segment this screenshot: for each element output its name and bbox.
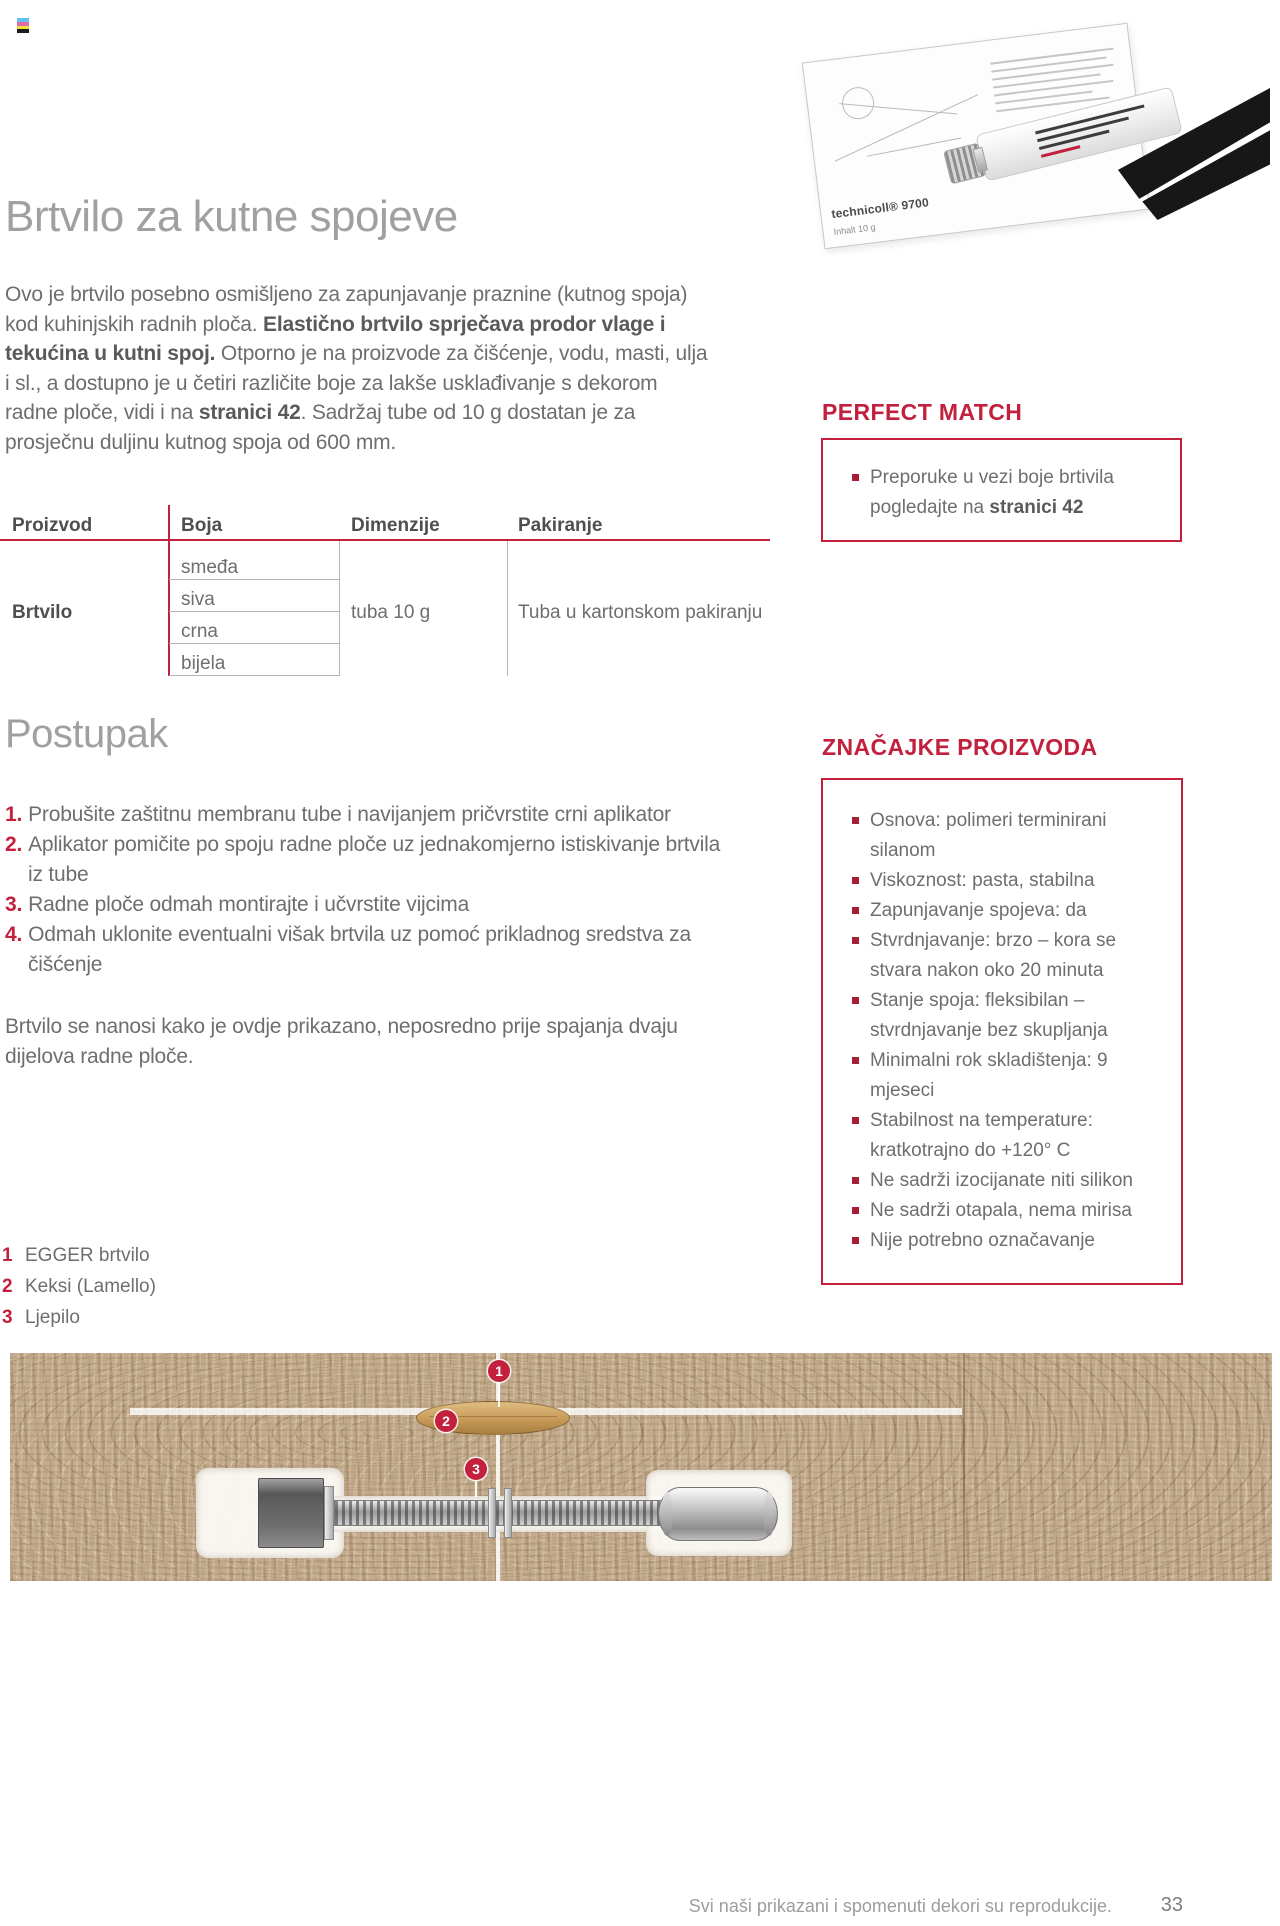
marker-3-leader: [475, 1479, 477, 1497]
feature-line: Stanje spoja: fleksibilan –: [870, 990, 1085, 1011]
step-text: Probušite zaštitnu membranu tube i navijanjem pričvrstite crni aplikator: [28, 803, 671, 826]
col-header-boja: Boja: [181, 515, 223, 536]
feature-line: Stvrdnjavanje: brzo – kora se: [870, 930, 1117, 951]
color-cell: siva: [181, 589, 215, 610]
step-text-cont: čišćenje: [28, 953, 103, 976]
perfect-match-line2-pre: pogledajte na: [870, 497, 990, 518]
step-text: Odmah uklonite eventualni višak brtvila uz pomoć prikladnog sredstva za: [28, 923, 691, 946]
legend-item: [2, 1271, 156, 1302]
legend-label: Keksi (Lamello): [25, 1276, 156, 1297]
step-4: [5, 920, 805, 980]
dimension-cell: tuba 10 g: [351, 602, 431, 623]
product-table: [0, 505, 770, 677]
connector-barrel-nut: [658, 1487, 778, 1541]
color-row-divider: [169, 611, 339, 612]
table-header-rule: [0, 539, 770, 541]
table-col-divider: [507, 541, 508, 676]
feature-item: [823, 1046, 1181, 1106]
bullet-square-icon: [852, 937, 859, 944]
color-cell: bijela: [181, 653, 226, 674]
feature-line-cont: mjeseci: [870, 1080, 935, 1101]
feature-item: [823, 896, 1181, 926]
marker-1: 1: [488, 1360, 510, 1382]
bullet-square-icon: [852, 1207, 859, 1214]
feature-line: Nije potrebno označavanje: [870, 1230, 1095, 1251]
table-col-divider: [339, 541, 340, 676]
legend-number: 2: [2, 1276, 13, 1297]
print-registration-icon: [17, 18, 29, 33]
feature-line-cont: stvara nakon oko 20 minuta: [870, 960, 1104, 981]
legend-item: [2, 1302, 156, 1333]
feature-line: Ne sadrži izocijanate niti silikon: [870, 1170, 1133, 1191]
bullet-square-icon: [852, 1117, 859, 1124]
box-fine-print: [991, 57, 1106, 73]
perfect-match-box: [821, 438, 1182, 542]
legend-number: 1: [2, 1245, 13, 1266]
bullet-square-icon: [852, 474, 859, 481]
box-fine-print: [994, 80, 1113, 97]
box-sketch-circle: [840, 85, 876, 121]
features-title: ZNAČAJKE PROIZVODA: [822, 734, 1098, 760]
bullet-square-icon: [852, 1057, 859, 1064]
feature-line: Minimalni rok skladištenja: 9: [870, 1050, 1108, 1071]
color-row-divider: [169, 643, 339, 644]
marker-2: 2: [435, 1410, 457, 1432]
step-3: [5, 890, 805, 920]
step-2: [5, 830, 805, 890]
box-title: technicoll® 9700: [830, 195, 930, 222]
perfect-match-text: [870, 463, 1170, 523]
page-number: 33: [1160, 1894, 1183, 1916]
perfect-match-title: PERFECT MATCH: [822, 399, 1023, 425]
color-cell: crna: [181, 621, 218, 642]
intro-text-bold: Elastično brtvilo sprječava prodor vlage i tekućina u kutni spoj.: [5, 312, 666, 365]
box-subtitle: Inhalt 10 g: [833, 221, 876, 238]
legend-label: EGGER brtvilo: [25, 1245, 150, 1266]
feature-line-cont: silanom: [870, 840, 936, 861]
procedure-title: Postupak: [5, 712, 168, 756]
bullet-square-icon: [852, 907, 859, 914]
feature-line-cont: stvrdnjavanje bez skupljanja: [870, 1020, 1108, 1041]
step-number: 3.: [5, 893, 23, 916]
page-title: Brtvilo za kutne spojeve: [5, 192, 458, 241]
color-row-divider: [169, 675, 339, 676]
feature-item: [823, 1196, 1181, 1226]
feature-line: Stabilnost na temperature:: [870, 1110, 1093, 1131]
feature-item: [823, 926, 1181, 986]
perfect-match-line2: [870, 493, 1170, 523]
feature-line: Viskoznost: pasta, stabilna: [870, 870, 1095, 891]
marker-3: 3: [465, 1458, 487, 1480]
product-photo: [800, 26, 1272, 256]
step-number: 4.: [5, 923, 23, 946]
board-edge-seam: [963, 1353, 965, 1581]
legend-label: Ljepilo: [25, 1307, 80, 1328]
legend-number: 3: [2, 1307, 13, 1328]
diagram-legend: [2, 1240, 156, 1333]
application-note: [5, 1012, 685, 1072]
perfect-match-page-ref: stranici 42: [989, 497, 1084, 518]
feature-item: [823, 806, 1181, 866]
intro-text: . Sadržaj tube od 10 g dostatan je za prosječnu duljinu kutnog spoja od 600 mm.: [5, 401, 636, 454]
joint-cross-section-diagram: [10, 1353, 1272, 1581]
color-cell: smeđa: [181, 557, 239, 578]
bullet-square-icon: [852, 817, 859, 824]
washer: [324, 1486, 334, 1540]
bullet-square-icon: [852, 1177, 859, 1184]
step-number: 2.: [5, 833, 23, 856]
col-header-pakiranje: Pakiranje: [518, 515, 603, 536]
feature-line-cont: kratkotrajno do +120° C: [870, 1140, 1071, 1161]
feature-item: [823, 986, 1181, 1046]
step-text-cont: iz tube: [28, 863, 89, 886]
legend-item: [2, 1240, 156, 1271]
bullet-square-icon: [852, 877, 859, 884]
feature-item: [823, 866, 1181, 896]
black-stripe: [17, 29, 29, 33]
feature-item: [823, 1106, 1181, 1166]
color-row-divider: [169, 579, 339, 580]
feature-line: Osnova: polimeri terminirani: [870, 810, 1107, 831]
feature-line: Zapunjavanje spojeva: da: [870, 900, 1087, 921]
note-line2: dijelova radne ploče.: [5, 1045, 194, 1068]
features-box: [821, 778, 1183, 1285]
intro-text: Otporno je na proizvode za čišćenje, vodu, masti, ulja i sl., a dostupno je u četiri različite boje za lakše usklađivanje s dekorom radne ploče, vidi i na: [5, 342, 708, 424]
connector-cam-block: [258, 1478, 324, 1548]
feature-item: [823, 1166, 1181, 1196]
feature-line: Ne sadrži otapala, nema mirisa: [870, 1200, 1132, 1221]
step-text: Aplikator pomičite po spoju radne ploče uz jednakomjerno istiskivanje brtvila: [28, 833, 721, 856]
table-red-vline: [168, 505, 170, 676]
box-fine-print: [992, 64, 1113, 81]
washer: [504, 1488, 512, 1538]
bullet-square-icon: [852, 997, 859, 1004]
product-cell: Brtvilo: [12, 602, 73, 623]
bullet-square-icon: [852, 1237, 859, 1244]
step-text: Radne ploče odmah montirajte i učvrstite vijcima: [28, 893, 470, 916]
perfect-match-line1: Preporuke u vezi boje brtivila: [870, 467, 1114, 488]
col-header-proizvod: Proizvod: [12, 515, 93, 536]
procedure-steps: [5, 800, 805, 980]
feature-item: [823, 1226, 1181, 1256]
washer: [488, 1488, 496, 1538]
step-1: [5, 800, 805, 830]
step-number: 1.: [5, 803, 23, 826]
intro-text: Ovo je brtvilo posebno osmišljeno za zapunjavanje praznine (kutnog spoja) kod kuhinjskih radnih ploča.: [5, 283, 688, 336]
packaging-cell: Tuba u kartonskom pakiranju: [518, 602, 763, 623]
footer-note: Svi naši prikazani i spomenuti dekori su reprodukcije.: [688, 1896, 1112, 1916]
note-line1: Brtvilo se nanosi kako je ovdje prikazano, neposredno prije spajanja dvaju: [5, 1015, 678, 1038]
marker-1-leader: [498, 1381, 500, 1407]
intro-page-ref: stranici 42: [198, 401, 301, 424]
intro-paragraph: [5, 280, 713, 457]
col-header-dimenzije: Dimenzije: [351, 515, 440, 536]
